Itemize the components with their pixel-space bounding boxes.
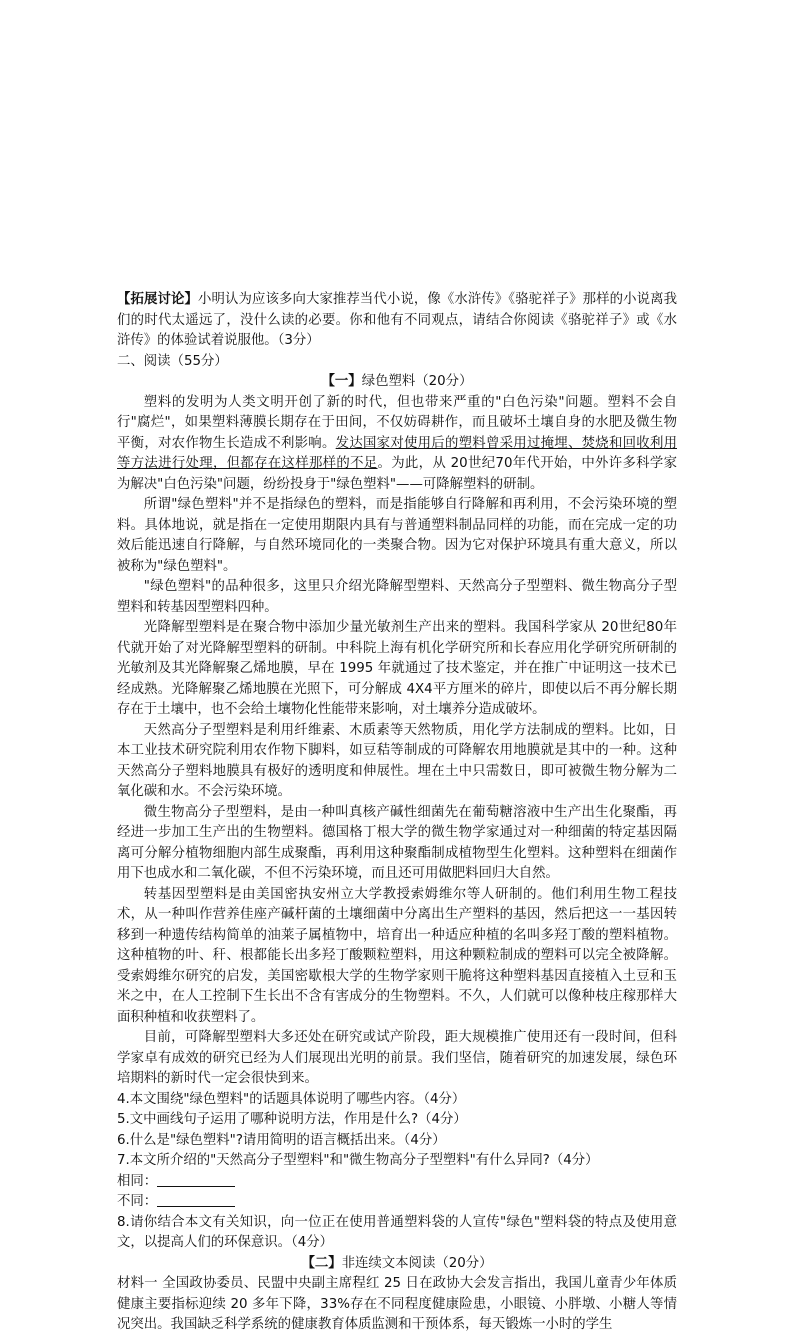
exam-page <box>117 0 677 1336</box>
part1-title-bracket: 【一】 <box>321 374 362 389</box>
question-5: 5.文中画线句子运用了哪种说明方法，作用是什么?（4分） <box>117 1112 467 1127</box>
part1-paragraph-2: 所谓"绿色塑料"并不是指绿色的塑料，而是指能够自行降解和再利用，不会污染环境的塑料。具体地说，就是指在一定使用期限内具有与普通塑料制品同样的功能，而在完成一定的功效后能迅速自行降解，与自然环境同化的一类聚合物。因为它对保护环境具有重大意义，所以被称为"绿色塑料"。 <box>117 497 677 574</box>
answer-different <box>117 1192 677 1213</box>
part1-paragraph-3: "绿色塑料"的品种很多，这里只介绍光降解型塑料、天然高分子型塑料、微生物高分子型塑料和转基因型塑料四种。 <box>117 579 677 615</box>
part1-paragraph-7: 转基因型塑料是由美国密执安州立大学教授索姆维尔等人研制的。他们利用生物工程技术，从一种叫作营养佳座产碱杆菌的土壤细菌中分离出生产塑料的基因，然后把这一一基因转移到一种遗传结构简单的油莱子属植物中，培育出一种适应种植的名叫多羟丁酸的塑料植物。这种植物的叶、秆、根都能长出多羟丁酸颗粒塑料，用这种颗粒制成的塑料可以完全被降解。受索姆维尔研究的启发，美国密歇根大学的生物学家则干脆将这种塑料基因直接植入土豆和玉米之中，在人工控制下生长出不含有害成分的生物塑料。不久，人们就可以像种枝庄稼那样大面积种植和收获塑料了。 <box>117 886 677 1025</box>
underlined-sentence: 发达国家对使用后的塑料曾采用过掩埋、焚烧和回收利用等方法进行处理，但都存在这样那样的不足 <box>117 435 678 471</box>
part1-paragraph-8: 目前，可降解型塑料大多还处在研究或试产阶段，距大规模推广使用还有一段时间，但科学家卓有成效的研究已经为人们展现出光明的前景。我们坚信，随着研究的加速发展，绿色环培期料的新时代一定会很快到来。 <box>117 1030 677 1086</box>
extension-label: 【拓展讨论】 <box>117 292 198 307</box>
answer-same <box>117 1172 677 1193</box>
question-6: 6.什么是"绿色塑料"?请用简明的语言概括出来。（4分） <box>117 1132 446 1148</box>
same-label: 相同： <box>117 1173 158 1189</box>
part2-title <box>117 1254 677 1275</box>
extension-discussion <box>117 290 677 352</box>
part1-paragraph-1 <box>117 393 677 496</box>
question-4: 4.本文围绕"绿色塑料"的话题具体说明了哪些内容。（4分） <box>117 1091 466 1107</box>
question-7: 7.本文所介绍的"天然高分子型塑料"和"微生物高分子型塑料"有什么异同?（4分） <box>117 1153 599 1168</box>
part1-title <box>117 372 677 393</box>
part2-title-text: 非连续文本阅读（20分） <box>341 1255 493 1271</box>
part1-title-text: 绿色塑料（20分） <box>361 374 473 389</box>
p1-text-a: 塑料的发明为人类文明开创了新的时代，但也带来严重的"白色污染"问题。塑料不会自行"腐烂"，如果塑料薄膜长期存在于田间，不仅妨碍耕作，而且破坏土壤自身的水肥及微生物平衡，对农作物生长造成不利影响。 <box>117 394 677 451</box>
p1-text-b: 。为此，从 20世纪70年代开始，中外许多科学家为解决"白色污染"问题，纷纷投身于"绿色塑料"——可降解塑料的研制。 <box>117 456 677 492</box>
part1-paragraph-4: 光降解型塑料是在聚合物中添加少量光敏剂生产出来的塑料。我国科学家从 20世纪80年代就开始了对光降解型塑料的研制。中科院上海有机化学研究所和长春应用化学研究所研制的光敏剂及其光降解聚乙烯地膜，早在 1995 年就通过了技术鉴定，并在推广中证明这一技术已经成熟。光降解聚乙烯地膜在光照下，可分解成 4X4平方厘米的碎片，即使以后不再分解长期存在于土壤中，也不会给土壤物化性能带来影响，对土壤养分造成破坏。 <box>117 620 677 717</box>
part1-paragraph-5: 天然高分子型塑料是利用纤维素、木质素等天然物质，用化学方法制成的塑料。比如，日本工业技术研究院利用农作物下脚料，如豆秸等制成的可降解农用地膜就是其中的一种。这种天然高分子塑料地膜具有极好的透明度和伸展性。埋在土中只需数日，即可被微生物分解为二氧化碳和水。不会污染环境。 <box>117 722 677 799</box>
material-1: 材料一 全国政协委员、民盟中央副主席程红 25 日在政协大会发言指出，我国儿童青少年体质健康主要指标迎续 20 多年下降，33%存在不同程度健康险患，小眼镜、小胖墩、小糖人等情况突出。我国缺乏科学系统的健康教育体质监测和干预体系，每天锻炼一小时的学生 <box>117 1276 677 1332</box>
part2-title-bracket: 【二】 <box>301 1255 342 1271</box>
same-blank[interactable] <box>157 1172 235 1187</box>
question-8: 8.请你结合本文有关知识，向一位正在使用普通塑料袋的人宣传"绿色"塑料袋的特点及使用意文，以提高人们的环保意识。（4分） <box>117 1214 677 1250</box>
different-label: 不同： <box>117 1194 158 1209</box>
section-title: 二、阅读（55分） <box>117 353 228 369</box>
different-blank[interactable] <box>157 1192 235 1207</box>
part1-paragraph-6: 微生物高分子型塑料，是由一种叫真核产碱性细菌先在葡萄糖溶液中生产出生化聚酯，再经进一步加工生产出的生物塑料。德国格丁根大学的微生物学家通过对一种细菌的特定基因隔离可分解分植物细胞内部生成聚酯，再利用这种聚酯制成植物型生化塑料。这种塑料在细菌作用下也成水和二氧化碳，不但不污染环境，而且还可用做肥料回归大自然。 <box>117 804 677 881</box>
extension-text: 小明认为应该多向大家推荐当代小说，像《水浒传》《骆驼祥子》那样的小说离我们的时代太遥远了，没什么读的必要。你和他有不同观点，请结合你阅读《骆驼祥子》或《水浒传》的体验试着说服他。（3分） <box>117 292 677 348</box>
